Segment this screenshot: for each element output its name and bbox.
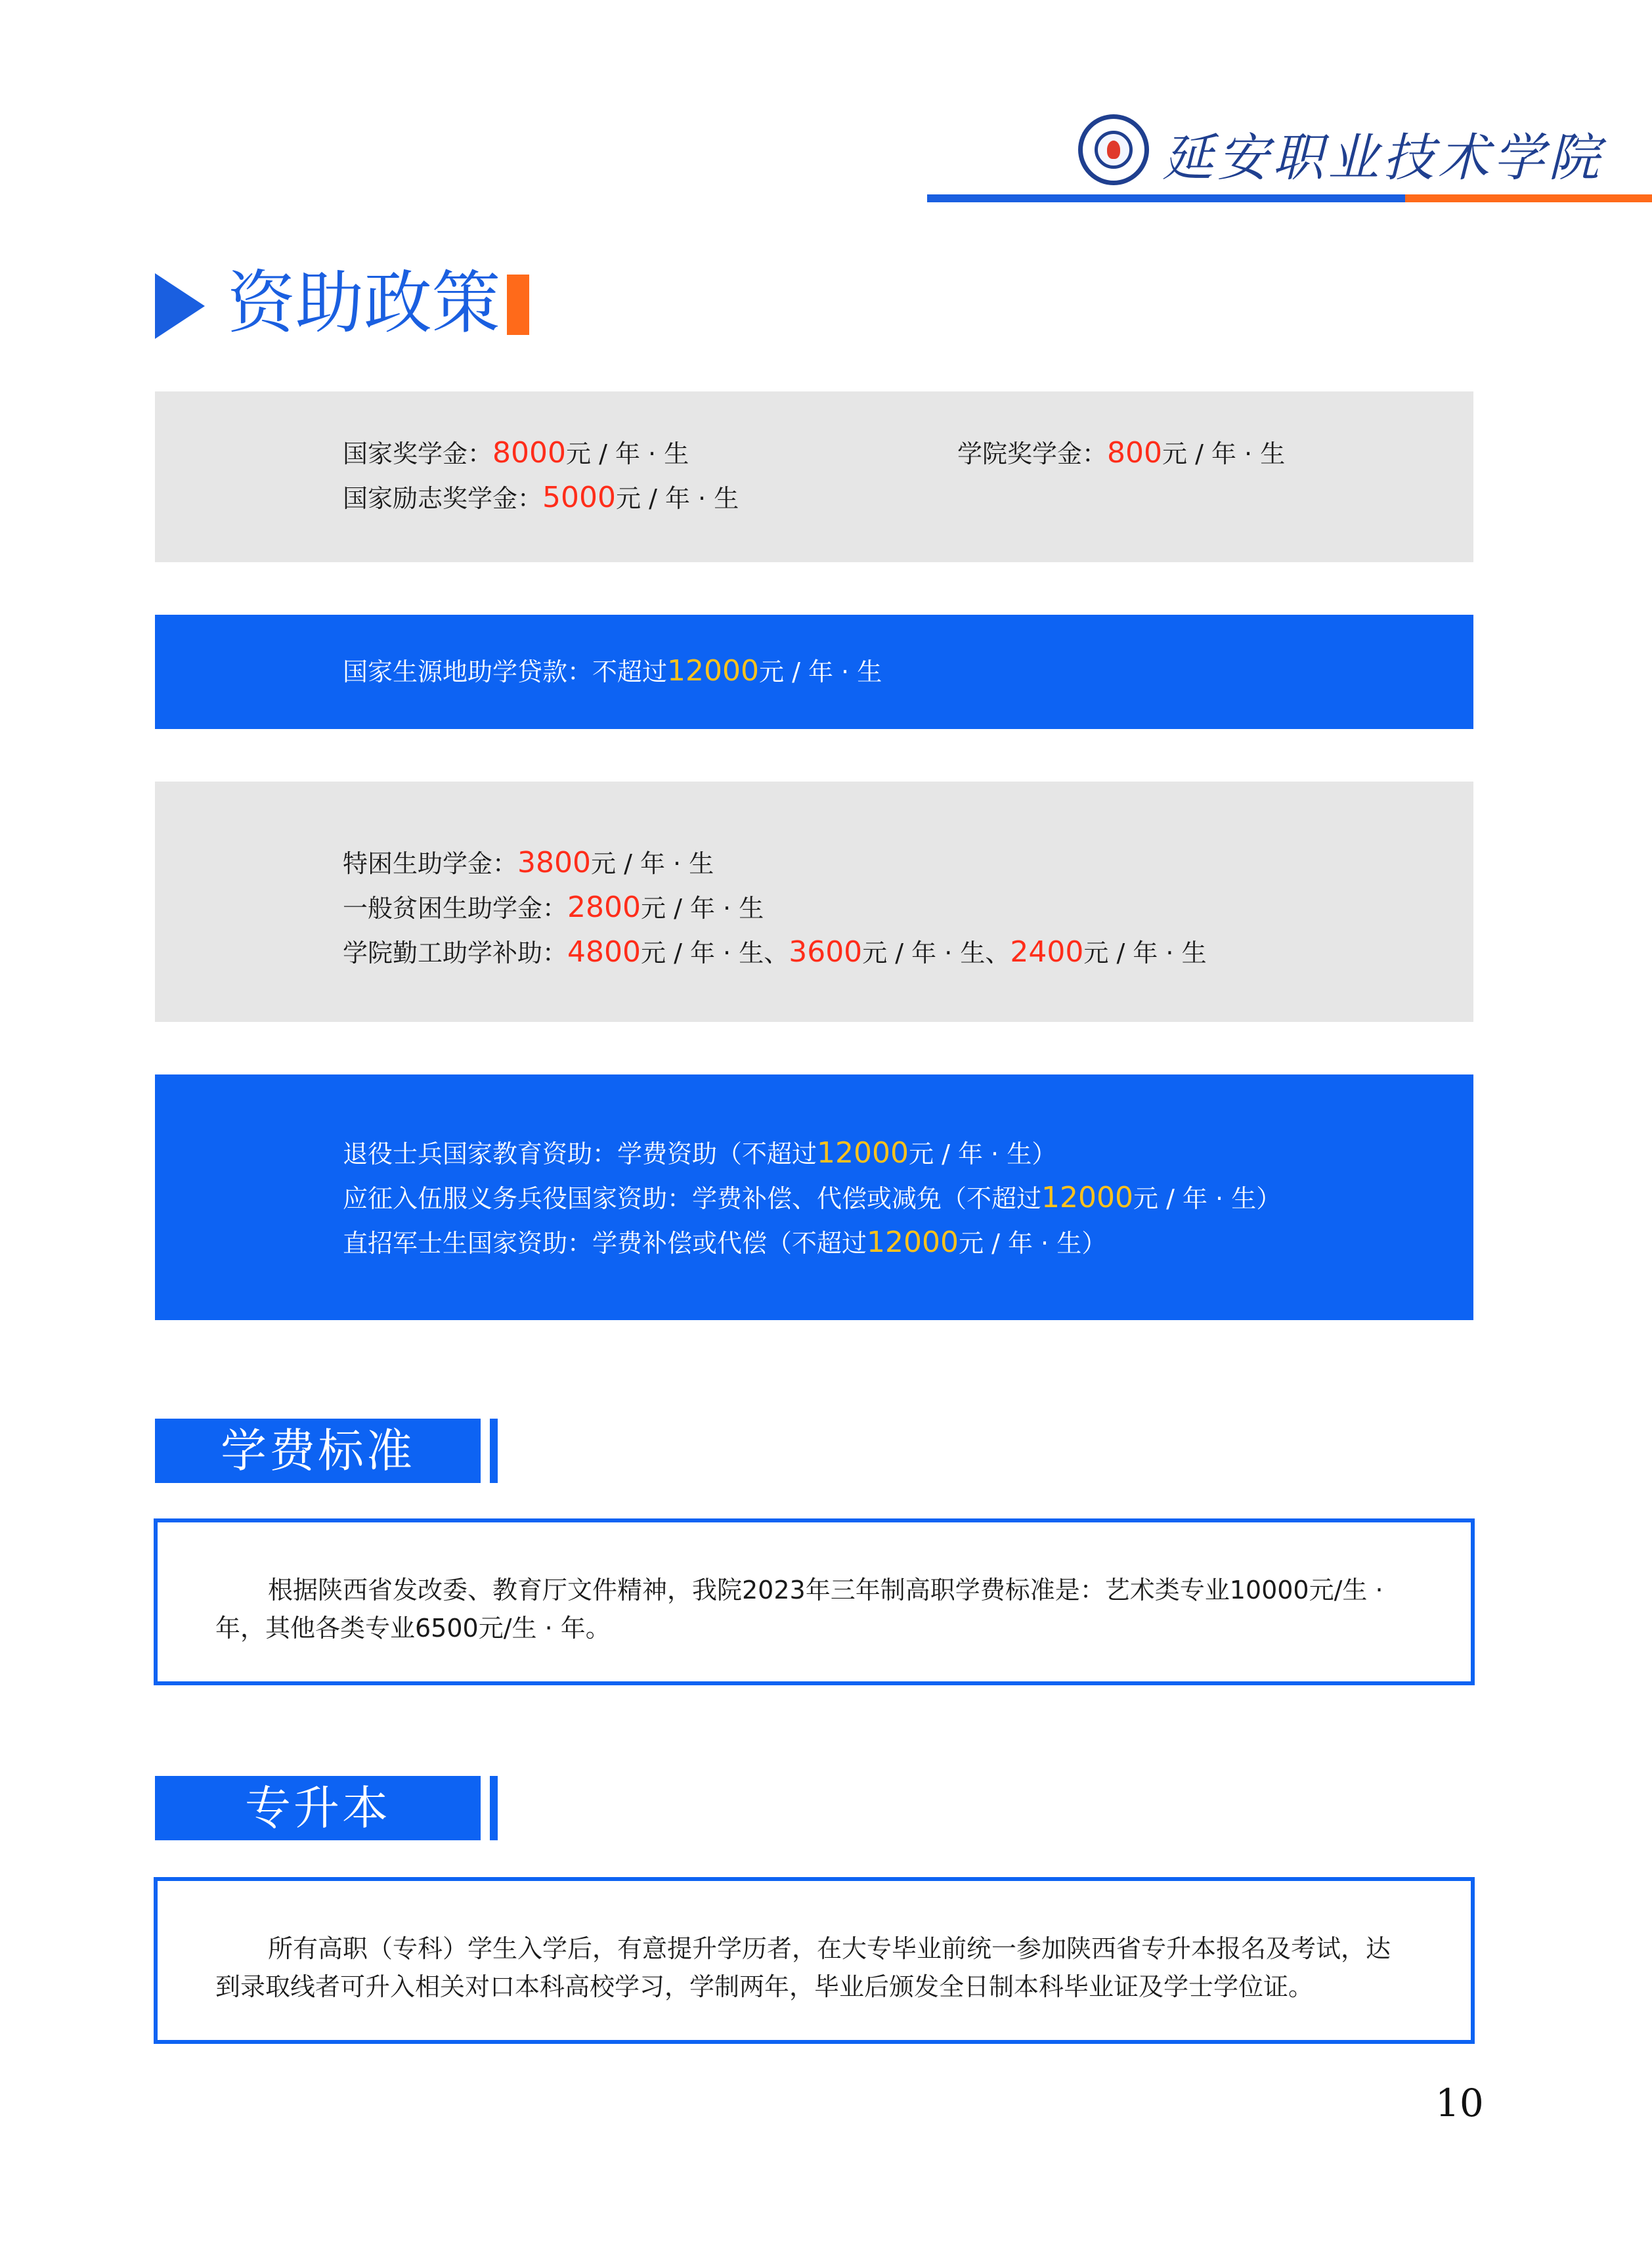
work-study-amount-2: 3600: [789, 935, 863, 969]
student-loan: [343, 653, 882, 690]
enlist-aid-label: 应征入伍服义务兵役国家资助：学费补偿、代偿或减免（不超过: [343, 1184, 1042, 1213]
recruit-aid-amount: 12000: [867, 1226, 959, 1259]
student-loan-amount: 12000: [667, 654, 759, 688]
upgrade-heading-accent: [490, 1776, 498, 1840]
work-study-amount-1: 4800: [567, 935, 641, 969]
general-grant-unit: 元 / 年 · 生: [641, 894, 764, 923]
scholarship-panel: [155, 391, 1473, 562]
college-scholarship-label: 学院奖学金：: [957, 439, 1108, 468]
encourage-scholarship: [343, 479, 739, 517]
special-grant: [343, 845, 714, 882]
section-title: 资助政策: [227, 263, 501, 343]
special-grant-label: 特困生助学金：: [343, 849, 518, 878]
college-scholarship-unit: 元 / 年 · 生: [1162, 439, 1286, 468]
work-study-unit-1: 元 / 年 · 生、: [641, 939, 789, 967]
general-grant-label: 一般贫困生助学金：: [343, 894, 568, 923]
school-name: 延安职业技术学院: [1162, 129, 1604, 188]
veteran-aid-unit: 元 / 年 · 生）: [909, 1140, 1057, 1168]
upgrade-text: 所有高职（专科）学生入学后，有意提升学历者，在大专毕业前统一参加陕西省专升本报名及考试，达到录取线者可升入相关对口本科高校学习，学制两年，毕业后颁发全日制本科毕业证及学士学位证。: [215, 1934, 1391, 2001]
enlist-aid: [343, 1180, 1281, 1217]
enlist-aid-unit: 元 / 年 · 生）: [1133, 1184, 1282, 1213]
page-number: 10: [1435, 2081, 1484, 2125]
veteran-aid: [343, 1135, 1056, 1172]
encourage-scholarship-amount: 5000: [542, 481, 616, 514]
work-study-label: 学院勤工助学补助：: [343, 939, 568, 967]
veteran-aid-label: 退役士兵国家教育资助：学费资助（不超过: [343, 1140, 817, 1168]
grants-panel: [155, 782, 1473, 1022]
general-grant: [343, 889, 764, 927]
upgrade-box: [154, 1877, 1475, 2044]
upgrade-heading: 专升本: [155, 1776, 481, 1840]
recruit-aid-label: 直招军士生国家资助：学费补偿或代偿（不超过: [343, 1229, 867, 1258]
section-arrow-icon: [155, 273, 205, 339]
header-rule-blue: [927, 194, 1405, 202]
veteran-aid-amount: 12000: [817, 1136, 909, 1170]
logo-flame-icon: [1107, 141, 1120, 159]
national-scholarship-amount: 8000: [492, 436, 566, 470]
national-scholarship-label: 国家奖学金：: [343, 439, 493, 468]
military-panel: [155, 1074, 1473, 1320]
tuition-box: [154, 1518, 1475, 1685]
special-grant-unit: 元 / 年 · 生: [591, 849, 714, 878]
work-study-amount-3: 2400: [1010, 935, 1084, 969]
encourage-scholarship-unit: 元 / 年 · 生: [616, 484, 739, 513]
student-loan-label: 国家生源地助学贷款：不超过: [343, 657, 668, 686]
college-scholarship-amount: 800: [1107, 436, 1162, 470]
work-study-subsidy: [343, 934, 1207, 971]
tuition-heading-accent: [490, 1419, 498, 1483]
section-title-accent: [507, 275, 529, 335]
work-study-unit-3: 元 / 年 · 生: [1083, 939, 1207, 967]
enlist-aid-amount: 12000: [1041, 1181, 1133, 1214]
work-study-unit-2: 元 / 年 · 生、: [862, 939, 1011, 967]
tuition-heading: 学费标准: [155, 1419, 481, 1483]
encourage-scholarship-label: 国家励志奖学金：: [343, 484, 543, 513]
national-scholarship-unit: 元 / 年 · 生: [566, 439, 689, 468]
national-scholarship: [343, 435, 689, 472]
student-loan-unit: 元 / 年 · 生: [759, 657, 882, 686]
header-rule-orange: [1405, 194, 1652, 202]
loan-panel: [155, 615, 1473, 729]
special-grant-amount: 3800: [517, 846, 591, 879]
school-logo: [1078, 114, 1149, 185]
logo-inner-ring: [1095, 131, 1133, 169]
general-grant-amount: 2800: [567, 891, 641, 924]
recruit-aid-unit: 元 / 年 · 生）: [959, 1229, 1107, 1258]
college-scholarship: [957, 435, 1285, 472]
tuition-text: 根据陕西省发改委、教育厅文件精神，我院2023年三年制高职学费标准是：艺术类专业10000元/生 · 年，其他各类专业6500元/生 · 年。: [215, 1576, 1383, 1643]
recruit-aid: [343, 1224, 1106, 1262]
